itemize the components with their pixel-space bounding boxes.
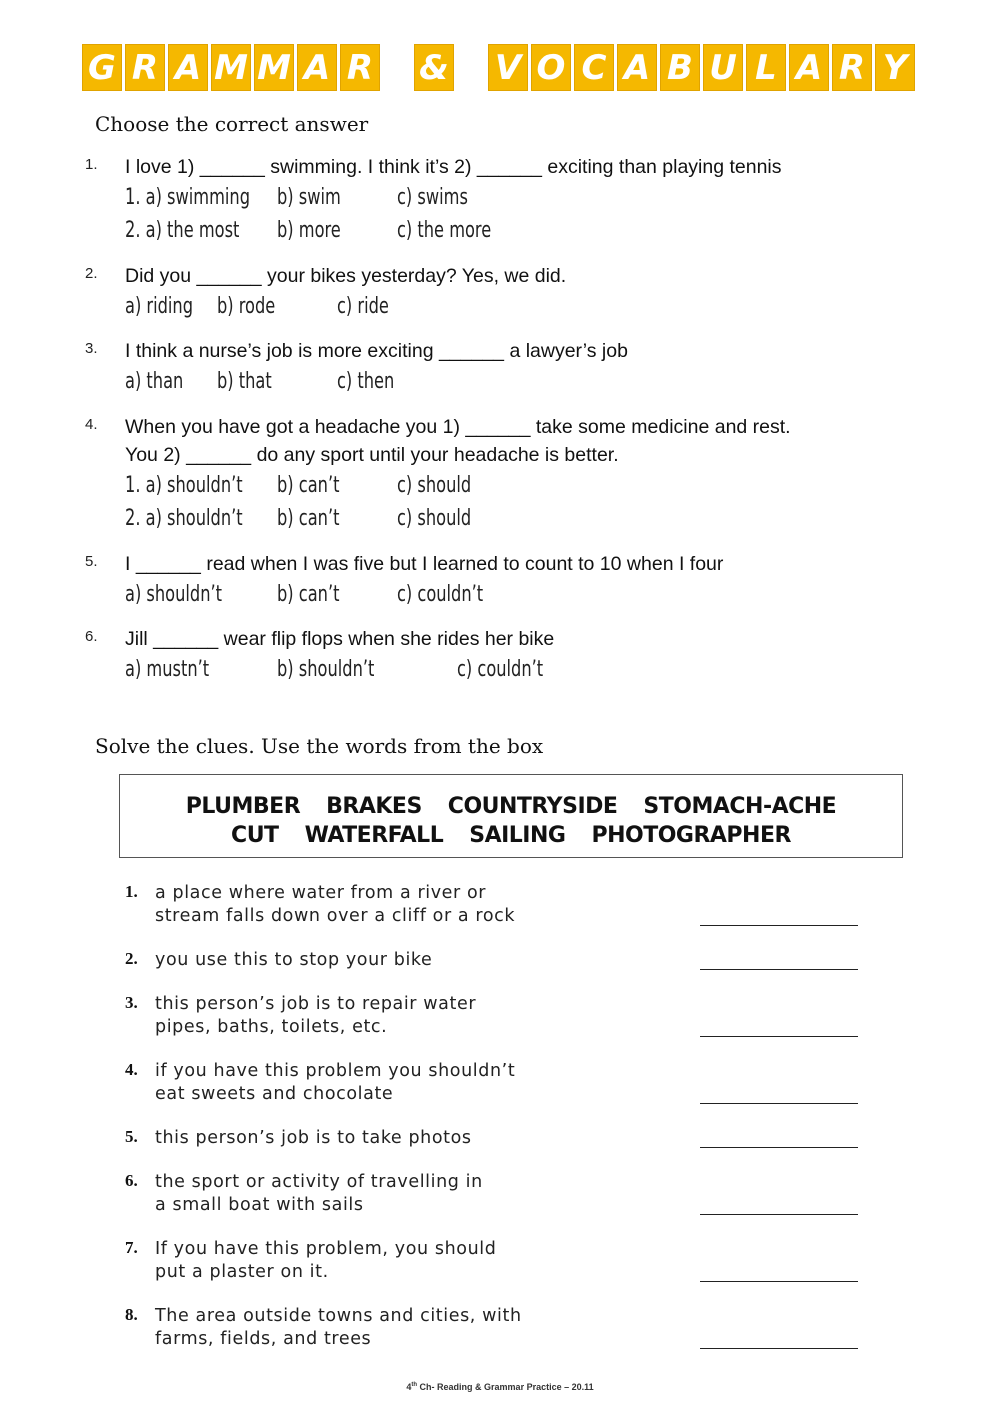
answer-option[interactable]: a) riding [125,294,194,319]
answer-options-row [125,181,797,214]
answer-option[interactable]: b) can’t [276,473,340,498]
clue-text [155,1127,615,1150]
clue-line: The area outside towns and cities, with [155,1306,522,1326]
clue-7 [125,1238,865,1284]
clue-line: the sport or activity of travelling in [155,1172,483,1192]
answer-options-row [125,365,797,398]
title-letter-tile: A [297,44,337,91]
clue-number: 8. [125,1305,138,1324]
question-number: 3. [85,340,98,357]
word-box-word: SAILING [469,823,566,848]
clue-text [155,1305,615,1351]
title-letter-tile: U [703,44,743,91]
question-text: When you have got a headache you 1) ______ take some medicine and rest. [125,416,791,438]
answer-option[interactable]: b) can’t [276,506,340,531]
answer-blank-line[interactable] [700,1348,858,1349]
question-6 [85,625,945,686]
clue-line: put a plaster on it. [155,1262,329,1282]
answer-blank-line[interactable] [700,969,858,970]
answer-option[interactable]: c) ride [336,294,389,319]
clue-line: eat sweets and chocolate [155,1084,394,1104]
title-letter-tile: A [168,44,208,91]
question-text: Did you ______ your bikes yesterday? Yes, we did. [125,265,567,287]
question-text: You 2) ______ do any sport until your headache is better. [125,444,619,466]
word-box-word: COUNTRYSIDE [447,794,618,819]
answer-option[interactable]: 1. a) shouldn’t [125,473,243,498]
page-footer: 4th Ch- Reading & Grammar Practice – 20.11 [406,1382,594,1392]
word-box-word: STOMACH-ACHE [643,794,837,819]
answer-options-row [125,653,797,686]
title-letter-tile: A [789,44,829,91]
question-text: I ______ read when I was five but I learned to count to 10 when I four [125,553,724,575]
question-1 [85,153,945,247]
word-box-row-1 [120,792,902,821]
clue-number: 6. [125,1171,138,1190]
title-letter-tile: B [660,44,700,91]
answer-option[interactable]: c) couldn’t [396,582,484,607]
clue-line: stream falls down over a cliff or a rock [155,906,516,926]
title-letter-tile: G [82,44,122,91]
section-1-title: Choose the correct answer [95,112,369,136]
clue-line: you use this to stop your bike [155,950,433,970]
section-2-title: Solve the clues. Use the words from the box [95,734,544,758]
question-3 [85,337,945,398]
answer-options-row [125,290,797,323]
title-letter-tile: A [617,44,657,91]
title-banner [0,44,1000,91]
question-2 [85,262,945,323]
answer-option[interactable]: b) shouldn’t [276,657,375,682]
word-box-word: BRAKES [326,794,422,819]
question-number: 2. [85,265,98,282]
title-letter-tile: M [211,44,251,91]
title-letter-tile: R [832,44,872,91]
answer-option[interactable]: b) that [216,369,272,394]
answer-options-row [125,214,797,247]
word-box-word: WATERFALL [304,823,444,848]
answer-option[interactable]: 1. a) swimming [125,185,251,210]
answer-blank-line[interactable] [700,1214,858,1215]
clue-text [155,882,615,928]
answer-options-row [125,469,797,502]
answer-option[interactable]: c) swims [396,185,468,210]
question-number: 4. [85,416,98,433]
question-5 [85,550,945,611]
answer-blank-line[interactable] [700,1147,858,1148]
clue-text [155,949,615,972]
title-letter-tile: L [746,44,786,91]
answer-option[interactable]: 2. a) the most [125,218,240,243]
question-4 [85,413,945,535]
clue-3 [125,993,865,1039]
title-letter-tile: C [574,44,614,91]
clue-line: pipes, baths, toilets, etc. [155,1017,388,1037]
answer-option[interactable]: c) then [336,369,395,394]
title-ampersand-tile: & [414,44,454,91]
title-letter-tile: V [488,44,528,91]
clue-line: this person’s job is to repair water [155,994,477,1014]
clue-text [155,993,615,1039]
clue-2 [125,949,865,972]
clue-text [155,1060,615,1106]
word-box-word: PLUMBER [185,794,301,819]
word-box-word: PHOTOGRAPHER [591,823,791,848]
answer-blank-line[interactable] [700,1036,858,1037]
answer-options-row [125,578,797,611]
title-spacer [383,44,411,91]
question-number: 1. [85,156,98,173]
answer-option[interactable]: b) swim [276,185,341,210]
word-box-word: CUT [231,823,279,848]
clue-number: 2. [125,949,138,968]
clue-text [155,1171,615,1217]
question-number: 6. [85,628,98,645]
clue-line: if you have this problem you shouldn’t [155,1061,516,1081]
answer-option[interactable]: c) should [396,506,472,531]
answer-option[interactable]: 2. a) shouldn’t [125,506,243,531]
clue-5 [125,1127,865,1150]
title-spacer [457,44,485,91]
answer-blank-line[interactable] [700,1103,858,1104]
answer-option[interactable]: b) can’t [276,582,340,607]
answer-option[interactable]: b) more [276,218,341,243]
question-number: 5. [85,553,98,570]
clue-1 [125,882,865,928]
answer-options-row [125,502,797,535]
question-text: I love 1) ______ swimming. I think it’s 2) ______ exciting than playing tennis [125,156,782,178]
answer-option[interactable]: b) rode [216,294,276,319]
answer-option[interactable]: c) should [396,473,472,498]
answer-option[interactable]: a) than [125,369,184,394]
clue-number: 5. [125,1127,138,1146]
clue-line: a place where water from a river or [155,883,487,903]
clue-number: 1. [125,882,138,901]
clue-8 [125,1305,865,1351]
answer-blank-line[interactable] [700,1281,858,1282]
clue-6 [125,1171,865,1217]
word-box-row-2 [120,821,902,850]
question-text: Jill ______ wear flip flops when she rides her bike [125,628,555,650]
clue-number: 3. [125,993,138,1012]
word-box [119,774,903,858]
answer-option[interactable]: a) shouldn’t [125,582,223,607]
answer-option[interactable]: a) mustn’t [125,657,210,682]
answer-option[interactable]: c) couldn’t [456,657,544,682]
clue-line: this person’s job is to take photos [155,1128,472,1148]
clue-line: a small boat with sails [155,1195,364,1215]
clue-line: farms, fields, and trees [155,1329,372,1349]
title-letter-tile: R [340,44,380,91]
clue-number: 4. [125,1060,138,1079]
answer-blank-line[interactable] [700,925,858,926]
clue-text [155,1238,615,1284]
clue-number: 7. [125,1238,138,1257]
title-letter-tile: O [531,44,571,91]
answer-option[interactable]: c) the more [396,218,492,243]
question-text: I think a nurse’s job is more exciting ______ a lawyer’s job [125,340,628,362]
title-letter-tile: M [254,44,294,91]
clue-4 [125,1060,865,1106]
title-letter-tile: Y [875,44,915,91]
title-letter-tile: R [125,44,165,91]
clue-line: If you have this problem, you should [155,1239,497,1259]
